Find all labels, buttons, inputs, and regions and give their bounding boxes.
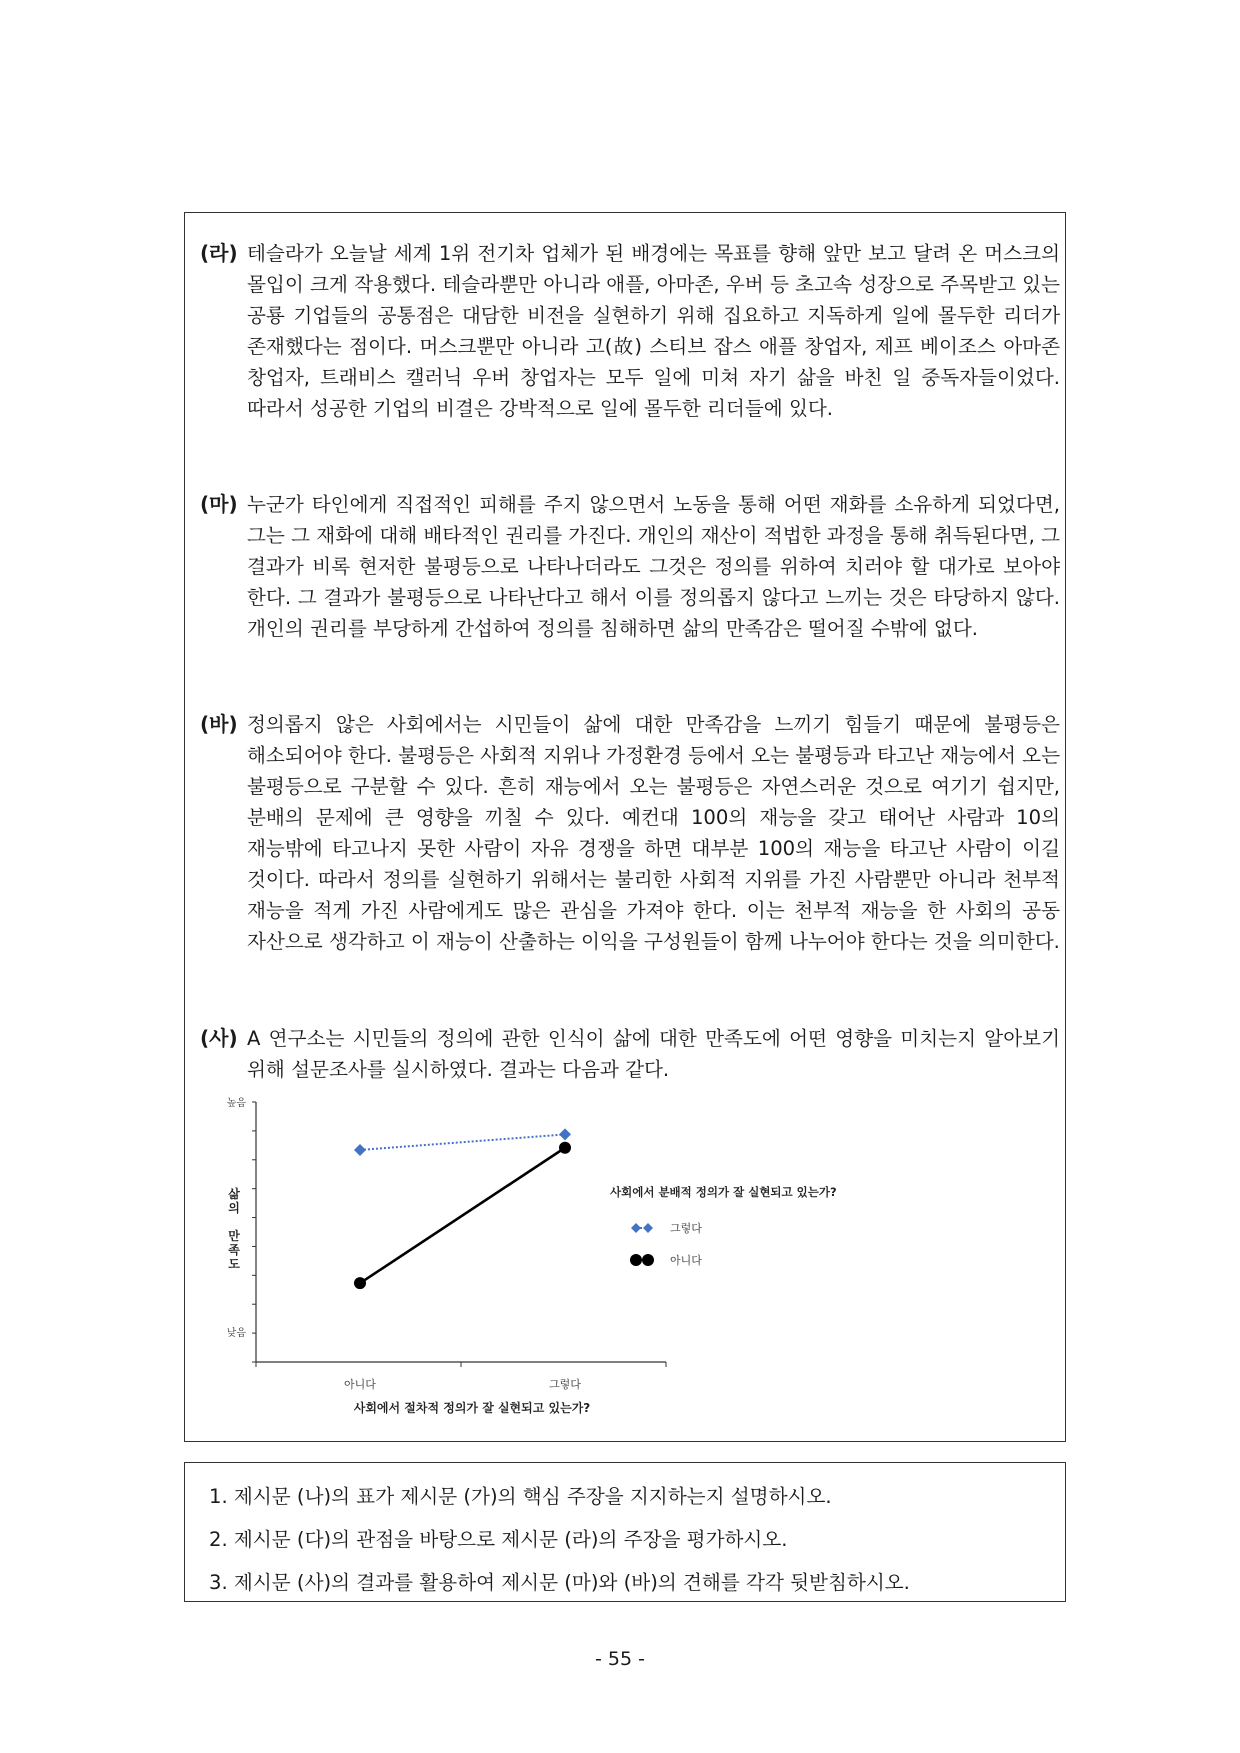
x-tick-label: 그렇다 bbox=[549, 1378, 581, 1391]
passage-label: (사) bbox=[200, 1026, 238, 1050]
legend-label: 아니다 bbox=[670, 1254, 702, 1267]
legend-label: 그렇다 bbox=[670, 1222, 702, 1235]
passage-text: A 연구소는 시민들의 정의에 관한 인식이 삶에 대한 만족도에 어떤 영향을 미치는지 알아보기 위해 설문조사를 실시하였다. 결과는 다음과 같다. bbox=[247, 1027, 1060, 1081]
passage-text: 테슬라가 오늘날 세계 1위 전기차 업체가 된 배경에는 목표를 향해 앞만 보고 달려 온 머스크의 몰입이 크게 작용했다. 테슬라뿐만 아니라 애플, 아마존, 우버 등 초고속 성장으로 주목받고 있는 공룡 기업들의 공통점은 대담한 비전을 실현하기 위해 집요하고 지독하게 일에 몰두한 리더가 존재했다는 점이다. 머스크뿐만 아니라 고(故) 스티브 잡스 애플 창업자, 제프 베이조스 아마존 창업자, 트래비스 캘러닉 우버 창업자는 모두 일에 미쳐 자기 삶을 바친 일 중독자들이었다. 따라서 성공한 기업의 비결은 강박적으로 일에 몰두한 리더들에 있다. bbox=[247, 242, 1060, 420]
chart-svg bbox=[210, 1090, 910, 1420]
data-point-circle bbox=[559, 1142, 571, 1154]
page-number: - 55 - bbox=[595, 1648, 645, 1670]
x-axis-label: 사회에서 절차적 정의가 잘 실현되고 있는가? bbox=[353, 1401, 591, 1415]
passage-label: (바) bbox=[200, 712, 238, 736]
question-box bbox=[184, 1462, 1066, 1602]
passage-ma bbox=[200, 489, 1060, 644]
question-1: 1. 제시문 (나)의 표가 제시문 (가)의 핵심 주장을 지지하는지 설명하시오. bbox=[209, 1485, 832, 1508]
legend-marker-circle bbox=[630, 1254, 642, 1266]
passage-label: (마) bbox=[200, 492, 238, 516]
passage-ra bbox=[200, 238, 1060, 424]
y-tick-label-high: 높음 bbox=[226, 1098, 246, 1109]
legend-marker-circle bbox=[642, 1254, 654, 1266]
y-tick-label-low: 낮음 bbox=[226, 1328, 246, 1339]
passage-ba bbox=[200, 709, 1060, 957]
legend-title: 사회에서 분배적 정의가 잘 실현되고 있는가? bbox=[610, 1185, 837, 1199]
passage-text: 누군가 타인에게 직접적인 피해를 주지 않으면서 노동을 통해 어떤 재화를 소유하게 되었다면, 그는 그 재화에 대해 배타적인 권리를 가진다. 개인의 재산이 적법한 과정을 통해 취득된다면, 그 결과가 비록 현저한 불평등으로 나타나더라도 그것은 정의를 위하여 치러야 할 대가로 보아야 한다. 그 결과가 불평등으로 나타난다고 해서 이를 정의롭지 않다고 느끼는 것은 타당하지 않다. 개인의 권리를 부당하게 간섭하여 정의를 침해하면 삶의 만족감은 떨어질 수밖에 없다. bbox=[247, 493, 1060, 640]
series-line-그렇다 bbox=[360, 1134, 565, 1150]
data-point-circle bbox=[354, 1277, 366, 1289]
satisfaction-chart bbox=[210, 1090, 910, 1420]
passage-label: (라) bbox=[200, 241, 238, 265]
question-2: 2. 제시문 (다)의 관점을 바탕으로 제시문 (라)의 주장을 평가하시오. bbox=[209, 1528, 788, 1551]
data-point-diamond bbox=[559, 1128, 571, 1140]
x-tick-label: 아니다 bbox=[344, 1378, 376, 1391]
y-axis-label: 삶 의 만 족 도 bbox=[228, 1187, 240, 1271]
passage-sa bbox=[200, 1023, 1060, 1085]
question-3: 3. 제시문 (사)의 결과를 활용하여 제시문 (마)와 (바)의 견해를 각각 뒷받침하시오. bbox=[209, 1571, 910, 1594]
passage-text: 정의롭지 않은 사회에서는 시민들이 삶에 대한 만족감을 느끼기 힘들기 때문에 불평등은 해소되어야 한다. 불평등은 사회적 지위나 가정환경 등에서 오는 불평등과 타고난 재능에서 오는 불평등으로 구분할 수 있다. 흔히 재능에서 오는 불평등은 자연스러운 것으로 여기기 쉽지만, 분배의 문제에 큰 영향을 끼칠 수 있다. 예컨대 100의 재능을 갖고 태어난 사람과 10의 재능밖에 타고나지 못한 사람이 자유 경쟁을 하면 대부분 100의 재능을 타고난 사람이 이길 것이다. 따라서 정의를 실현하기 위해서는 불리한 사회적 지위를 가진 사람뿐만 아니라 천부적 재능을 적게 가진 사람에게도 많은 관심을 가져야 한다. 이는 천부적 재능을 한 사회의 공동 자산으로 생각하고 이 재능이 산출하는 이익을 구성원들이 함께 나누어야 한다는 것을 의미한다. bbox=[247, 713, 1060, 953]
data-point-diamond bbox=[354, 1144, 366, 1156]
series-line-아니다 bbox=[360, 1148, 565, 1283]
